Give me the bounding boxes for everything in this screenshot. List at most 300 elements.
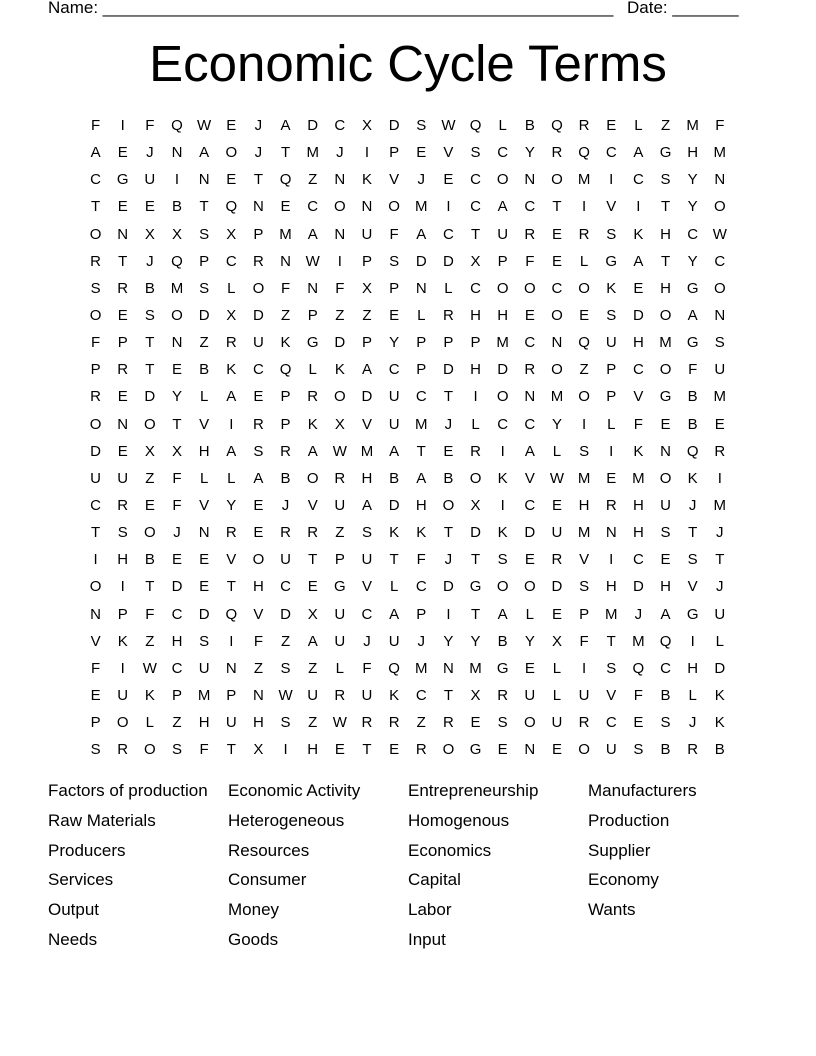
grid-letter[interactable]: R [551, 551, 563, 569]
grid-letter[interactable]: V [687, 578, 698, 596]
grid-letter[interactable]: G [686, 334, 699, 352]
grid-letter[interactable]: Z [172, 714, 182, 732]
grid-letter[interactable]: U [307, 687, 319, 705]
grid-letter[interactable]: X [470, 252, 481, 270]
grid-letter[interactable]: N [442, 659, 454, 677]
grid-letter[interactable]: E [551, 605, 562, 623]
grid-letter[interactable]: L [335, 659, 344, 677]
grid-letter[interactable]: U [334, 497, 346, 515]
word-search-grid[interactable] [82, 112, 734, 763]
grid-letter[interactable]: V [307, 497, 318, 515]
grid-letter[interactable]: J [254, 117, 263, 135]
grid-letter[interactable]: U [605, 741, 617, 759]
grid-letter[interactable]: U [551, 524, 563, 542]
grid-letter[interactable]: Z [579, 361, 589, 379]
grid-letter[interactable]: C [605, 714, 617, 732]
grid-letter[interactable]: U [361, 687, 373, 705]
grid-letter[interactable]: D [442, 252, 454, 270]
grid-letter[interactable]: E [171, 551, 182, 569]
grid-letter[interactable]: G [686, 279, 699, 297]
grid-letter[interactable]: C [361, 605, 373, 623]
grid-letter[interactable]: N [361, 198, 373, 216]
grid-letter[interactable]: M [577, 171, 591, 189]
grid-letter[interactable]: S [606, 307, 617, 325]
grid-letter[interactable]: F [389, 225, 399, 243]
grid-letter[interactable]: G [116, 171, 129, 189]
grid-letter[interactable]: M [659, 334, 672, 352]
grid-letter[interactable]: E [226, 171, 237, 189]
grid-letter[interactable]: J [444, 551, 453, 569]
grid-letter[interactable]: C [497, 415, 509, 433]
grid-letter[interactable]: C [388, 361, 400, 379]
grid-letter[interactable]: N [225, 659, 237, 677]
grid-letter[interactable]: W [441, 117, 456, 135]
grid-letter[interactable]: B [199, 361, 210, 379]
grid-letter[interactable]: Z [280, 632, 291, 650]
grid-letter[interactable]: M [632, 632, 645, 650]
grid-letter[interactable]: X [144, 442, 155, 460]
grid-letter[interactable]: A [389, 442, 400, 460]
grid-letter[interactable]: K [226, 361, 237, 379]
grid-letter[interactable]: Z [280, 307, 291, 325]
grid-letter[interactable]: K [633, 225, 644, 243]
grid-letter[interactable]: A [280, 117, 291, 135]
grid-letter[interactable]: F [715, 117, 725, 135]
grid-letter[interactable]: S [579, 578, 590, 596]
grid-letter[interactable]: P [117, 334, 128, 352]
grid-letter[interactable]: H [171, 632, 183, 650]
grid-letter[interactable]: E [524, 659, 535, 677]
grid-letter[interactable]: F [145, 605, 155, 623]
grid-letter[interactable]: S [280, 714, 291, 732]
grid-letter[interactable]: T [389, 551, 399, 569]
grid-letter[interactable]: D [388, 497, 400, 515]
grid-letter[interactable]: S [714, 334, 725, 352]
grid-letter[interactable]: N [334, 171, 346, 189]
grid-letter[interactable]: R [90, 388, 101, 406]
grid-letter[interactable]: X [334, 415, 345, 433]
grid-letter[interactable]: V [199, 497, 210, 515]
grid-letter[interactable]: Y [470, 632, 481, 650]
grid-letter[interactable]: P [579, 605, 590, 623]
grid-letter[interactable]: E [497, 741, 508, 759]
grid-letter[interactable]: P [253, 225, 264, 243]
grid-letter[interactable]: O [252, 279, 265, 297]
grid-letter[interactable]: F [145, 117, 155, 135]
grid-letter[interactable]: I [717, 469, 722, 487]
grid-letter[interactable]: B [524, 117, 535, 135]
grid-letter[interactable]: R [117, 497, 129, 515]
grid-letter[interactable]: Y [687, 171, 698, 189]
grid-letter[interactable]: J [716, 524, 724, 542]
grid-letter[interactable]: C [714, 252, 726, 270]
grid-letter[interactable]: Z [199, 334, 209, 352]
grid-letter[interactable]: Q [279, 171, 292, 189]
grid-letter[interactable]: C [524, 415, 536, 433]
grid-letter[interactable]: S [389, 252, 400, 270]
grid-letter[interactable]: J [634, 605, 643, 623]
grid-letter[interactable]: K [389, 687, 400, 705]
grid-letter[interactable]: B [280, 469, 291, 487]
grid-letter[interactable]: X [307, 605, 318, 623]
grid-letter[interactable]: F [633, 687, 643, 705]
grid-letter[interactable]: U [714, 361, 726, 379]
grid-letter[interactable]: L [498, 117, 507, 135]
grid-letter[interactable]: O [89, 415, 102, 433]
grid-letter[interactable]: M [415, 415, 428, 433]
grid-letter[interactable]: O [144, 415, 156, 433]
grid-letter[interactable]: F [525, 252, 535, 270]
grid-letter[interactable]: P [117, 605, 128, 623]
grid-letter[interactable]: Q [632, 659, 645, 677]
grid-letter[interactable]: D [442, 361, 454, 379]
grid-letter[interactable]: C [90, 497, 101, 515]
grid-letter[interactable]: T [226, 578, 236, 596]
grid-letter[interactable]: X [226, 307, 237, 325]
grid-letter[interactable]: Y [389, 334, 400, 352]
grid-letter[interactable]: D [90, 442, 101, 460]
grid-letter[interactable]: U [252, 334, 264, 352]
grid-letter[interactable]: H [660, 578, 671, 596]
grid-letter[interactable]: D [144, 388, 156, 406]
grid-letter[interactable]: T [145, 578, 155, 596]
grid-letter[interactable]: Q [171, 117, 183, 135]
grid-letter[interactable]: R [551, 144, 563, 162]
grid-letter[interactable]: C [334, 117, 346, 135]
grid-letter[interactable]: T [443, 524, 453, 542]
grid-letter[interactable]: E [524, 307, 535, 325]
grid-letter[interactable]: T [308, 551, 318, 569]
grid-letter[interactable]: V [90, 632, 101, 650]
grid-letter[interactable]: A [226, 388, 237, 406]
grid-letter[interactable]: E [199, 551, 210, 569]
grid-letter[interactable]: S [253, 442, 264, 460]
grid-letter[interactable]: J [336, 144, 344, 162]
grid-letter[interactable]: O [89, 578, 102, 596]
grid-letter[interactable]: H [198, 714, 210, 732]
grid-letter[interactable]: W [278, 687, 293, 705]
grid-letter[interactable]: O [89, 307, 102, 325]
grid-letter[interactable]: P [280, 415, 291, 433]
grid-letter[interactable]: V [443, 144, 454, 162]
grid-letter[interactable]: E [443, 171, 454, 189]
grid-letter[interactable]: C [470, 171, 481, 189]
grid-letter[interactable]: F [90, 659, 101, 677]
grid-letter[interactable]: U [361, 551, 373, 569]
grid-letter[interactable]: Z [308, 659, 318, 677]
grid-letter[interactable]: P [606, 361, 617, 379]
grid-letter[interactable]: Z [253, 659, 263, 677]
grid-letter[interactable]: E [144, 497, 155, 515]
grid-letter[interactable]: E [443, 442, 454, 460]
grid-letter[interactable]: R [415, 741, 427, 759]
grid-letter[interactable]: A [361, 497, 372, 515]
grid-letter[interactable]: R [117, 741, 129, 759]
grid-letter[interactable]: R [117, 361, 129, 379]
grid-letter[interactable]: O [496, 388, 509, 406]
grid-letter[interactable]: O [713, 198, 726, 216]
grid-letter[interactable]: D [551, 578, 563, 596]
grid-letter[interactable]: I [582, 415, 587, 433]
grid-letter[interactable]: Q [659, 632, 672, 650]
grid-letter[interactable]: E [579, 307, 590, 325]
grid-letter[interactable]: I [500, 497, 505, 515]
grid-letter[interactable]: N [334, 225, 346, 243]
grid-letter[interactable]: T [606, 632, 616, 650]
grid-letter[interactable]: Q [686, 442, 699, 460]
grid-letter[interactable]: D [361, 388, 373, 406]
grid-letter[interactable]: T [199, 198, 209, 216]
grid-letter[interactable]: C [524, 497, 536, 515]
grid-letter[interactable]: Q [279, 361, 292, 379]
grid-letter[interactable]: H [252, 578, 264, 596]
grid-letter[interactable]: Z [145, 632, 155, 650]
grid-letter[interactable]: R [442, 307, 454, 325]
grid-letter[interactable]: T [660, 252, 671, 270]
grid-letter[interactable]: P [280, 388, 291, 406]
grid-letter[interactable]: D [198, 307, 210, 325]
grid-letter[interactable]: R [578, 714, 590, 732]
grid-letter[interactable]: T [226, 741, 236, 759]
grid-letter[interactable]: G [469, 741, 482, 759]
grid-letter[interactable]: F [172, 469, 182, 487]
grid-letter[interactable]: C [632, 171, 644, 189]
grid-letter[interactable]: E [389, 307, 400, 325]
grid-letter[interactable]: K [714, 714, 725, 732]
grid-letter[interactable]: I [364, 144, 370, 162]
grid-letter[interactable]: W [712, 225, 727, 243]
grid-letter[interactable]: D [632, 578, 644, 596]
grid-letter[interactable]: L [607, 415, 616, 433]
grid-letter[interactable]: O [659, 361, 672, 379]
grid-letter[interactable]: R [578, 117, 590, 135]
grid-letter[interactable]: R [334, 687, 346, 705]
grid-letter[interactable]: X [470, 497, 481, 515]
grid-letter[interactable]: M [415, 659, 428, 677]
grid-letter[interactable]: L [308, 361, 317, 379]
grid-letter[interactable]: D [171, 578, 183, 596]
grid-letter[interactable]: I [609, 442, 614, 460]
grid-letter[interactable]: N [198, 524, 210, 542]
grid-letter[interactable]: S [361, 524, 372, 542]
grid-letter[interactable]: I [120, 578, 125, 596]
grid-letter[interactable]: Y [524, 144, 535, 162]
grid-letter[interactable]: P [334, 551, 345, 569]
grid-letter[interactable]: O [388, 198, 400, 216]
grid-letter[interactable]: N [524, 741, 536, 759]
grid-letter[interactable]: S [470, 144, 481, 162]
grid-letter[interactable]: U [578, 687, 590, 705]
grid-letter[interactable]: P [470, 334, 481, 352]
grid-letter[interactable]: I [174, 171, 180, 189]
grid-letter[interactable]: F [633, 415, 643, 433]
grid-letter[interactable]: M [713, 144, 727, 162]
grid-letter[interactable]: Q [469, 117, 482, 135]
grid-letter[interactable]: S [171, 741, 182, 759]
grid-letter[interactable]: B [660, 741, 671, 759]
grid-letter[interactable]: V [361, 415, 372, 433]
grid-letter[interactable]: X [361, 117, 372, 135]
grid-letter[interactable]: X [361, 279, 372, 297]
grid-letter[interactable]: C [605, 144, 617, 162]
grid-letter[interactable]: E [606, 117, 617, 135]
grid-letter[interactable]: O [144, 524, 156, 542]
grid-letter[interactable]: P [307, 307, 318, 325]
grid-letter[interactable]: T [253, 171, 263, 189]
grid-letter[interactable]: R [280, 524, 291, 542]
grid-letter[interactable]: P [416, 334, 427, 352]
grid-letter[interactable]: N [252, 198, 264, 216]
grid-letter[interactable]: F [280, 279, 291, 297]
grid-letter[interactable]: V [199, 415, 210, 433]
grid-letter[interactable]: Y [687, 252, 698, 270]
grid-letter[interactable]: N [714, 171, 726, 189]
grid-letter[interactable]: M [360, 442, 374, 460]
grid-letter[interactable]: V [226, 551, 237, 569]
grid-letter[interactable]: C [470, 198, 481, 216]
grid-letter[interactable]: R [578, 225, 590, 243]
grid-letter[interactable]: O [116, 714, 129, 732]
grid-letter[interactable]: I [120, 659, 125, 677]
grid-letter[interactable]: O [306, 469, 319, 487]
grid-letter[interactable]: U [280, 551, 291, 569]
grid-letter[interactable]: U [225, 714, 237, 732]
grid-letter[interactable]: L [199, 388, 209, 406]
grid-letter[interactable]: R [252, 252, 264, 270]
grid-letter[interactable]: T [443, 388, 453, 406]
grid-letter[interactable]: R [225, 334, 237, 352]
grid-letter[interactable]: S [144, 307, 155, 325]
grid-letter[interactable]: X [171, 442, 182, 460]
grid-letter[interactable]: R [117, 279, 129, 297]
grid-letter[interactable]: O [442, 741, 455, 759]
grid-letter[interactable]: D [252, 307, 264, 325]
grid-letter[interactable]: B [497, 632, 508, 650]
grid-letter[interactable]: R [361, 714, 373, 732]
grid-letter[interactable]: P [497, 252, 508, 270]
grid-letter[interactable]: P [226, 687, 237, 705]
grid-letter[interactable]: N [198, 171, 210, 189]
grid-letter[interactable]: D [497, 361, 509, 379]
grid-letter[interactable]: C [307, 198, 319, 216]
grid-letter[interactable]: E [714, 415, 725, 433]
grid-letter[interactable]: O [578, 741, 590, 759]
grid-letter[interactable]: R [524, 225, 536, 243]
grid-letter[interactable]: I [446, 198, 451, 216]
grid-letter[interactable]: O [89, 225, 102, 243]
grid-letter[interactable]: O [551, 307, 563, 325]
grid-letter[interactable]: K [307, 415, 318, 433]
grid-letter[interactable]: A [633, 252, 644, 270]
grid-letter[interactable]: W [549, 469, 565, 487]
grid-letter[interactable]: C [524, 334, 536, 352]
grid-letter[interactable]: Z [145, 469, 155, 487]
grid-letter[interactable]: K [389, 524, 400, 542]
grid-letter[interactable]: H [605, 578, 617, 596]
grid-letter[interactable]: O [551, 361, 563, 379]
grid-letter[interactable]: I [473, 388, 478, 406]
grid-letter[interactable]: L [715, 632, 724, 650]
grid-letter[interactable]: D [470, 524, 481, 542]
grid-letter[interactable]: V [606, 687, 617, 705]
grid-letter[interactable]: P [90, 361, 101, 379]
grid-letter[interactable]: A [416, 225, 427, 243]
grid-letter[interactable]: K [334, 361, 345, 379]
grid-letter[interactable]: C [470, 279, 481, 297]
grid-letter[interactable]: P [361, 334, 372, 352]
grid-letter[interactable]: A [307, 225, 318, 243]
grid-letter[interactable]: Z [416, 714, 426, 732]
grid-letter[interactable]: U [497, 225, 509, 243]
grid-letter[interactable]: H [687, 659, 699, 677]
grid-letter[interactable]: G [659, 144, 672, 162]
grid-letter[interactable]: N [280, 252, 291, 270]
grid-letter[interactable]: E [253, 497, 264, 515]
grid-letter[interactable]: O [659, 307, 672, 325]
grid-letter[interactable]: H [660, 279, 671, 297]
grid-letter[interactable]: E [470, 714, 481, 732]
grid-letter[interactable]: I [93, 551, 98, 569]
grid-letter[interactable]: R [687, 741, 699, 759]
grid-letter[interactable]: A [497, 605, 508, 623]
grid-letter[interactable]: K [280, 334, 291, 352]
grid-letter[interactable]: S [90, 279, 101, 297]
grid-letter[interactable]: C [171, 659, 183, 677]
grid-letter[interactable]: T [470, 551, 481, 569]
grid-letter[interactable]: E [551, 741, 562, 759]
grid-letter[interactable]: O [171, 307, 183, 325]
grid-letter[interactable]: A [199, 144, 210, 162]
grid-letter[interactable]: M [577, 524, 591, 542]
grid-letter[interactable]: C [280, 578, 291, 596]
grid-letter[interactable]: S [199, 279, 210, 297]
grid-letter[interactable]: H [117, 551, 129, 569]
grid-letter[interactable]: F [172, 497, 182, 515]
grid-letter[interactable]: A [660, 605, 671, 623]
grid-letter[interactable]: B [687, 415, 698, 433]
grid-letter[interactable]: T [416, 442, 426, 460]
grid-letter[interactable]: J [444, 415, 453, 433]
grid-letter[interactable]: O [578, 388, 590, 406]
grid-letter[interactable]: C [524, 198, 536, 216]
grid-letter[interactable]: T [145, 334, 155, 352]
grid-letter[interactable]: J [688, 497, 697, 515]
grid-letter[interactable]: E [117, 388, 128, 406]
grid-letter[interactable]: I [636, 198, 641, 216]
grid-letter[interactable]: E [551, 497, 562, 515]
grid-letter[interactable]: Q [388, 659, 400, 677]
grid-letter[interactable]: H [660, 225, 671, 243]
grid-letter[interactable]: R [388, 714, 400, 732]
grid-letter[interactable]: N [524, 388, 536, 406]
grid-letter[interactable]: R [280, 442, 291, 460]
grid-letter[interactable]: S [117, 524, 128, 542]
grid-letter[interactable]: O [523, 279, 536, 297]
grid-letter[interactable]: R [714, 442, 726, 460]
grid-letter[interactable]: E [280, 198, 291, 216]
grid-letter[interactable]: L [579, 252, 589, 270]
grid-letter[interactable]: S [606, 659, 617, 677]
grid-letter[interactable]: O [442, 497, 455, 515]
grid-letter[interactable]: O [578, 279, 590, 297]
grid-letter[interactable]: H [470, 307, 481, 325]
grid-letter[interactable]: R [470, 442, 481, 460]
grid-letter[interactable]: Z [308, 714, 318, 732]
grid-letter[interactable]: A [361, 361, 372, 379]
grid-letter[interactable]: S [416, 117, 427, 135]
grid-letter[interactable]: U [334, 605, 346, 623]
grid-letter[interactable]: S [660, 171, 671, 189]
